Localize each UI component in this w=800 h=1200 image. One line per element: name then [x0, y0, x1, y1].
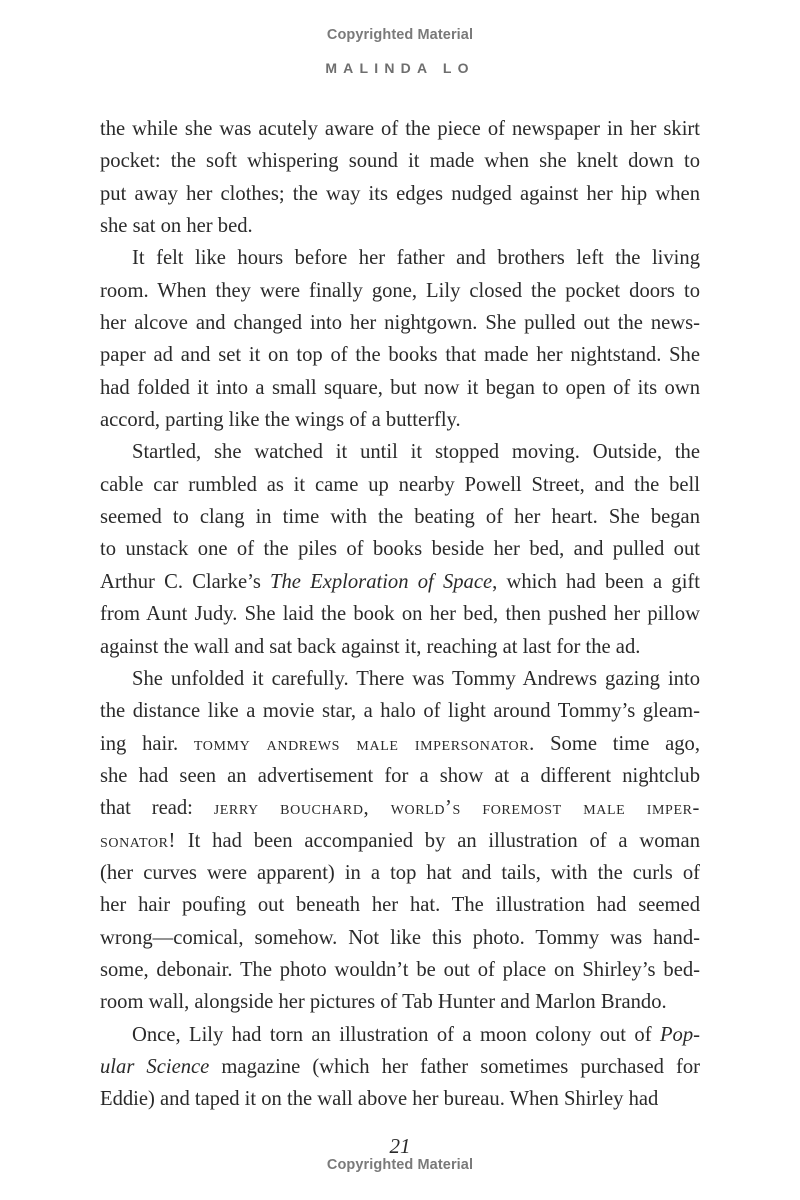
running-head-author: MALINDA LO [325, 60, 475, 76]
paragraph [100, 436, 700, 662]
small-caps-text: tommy andrews male impersonator [193, 732, 530, 755]
text-line: paper ad and set it on top of the books that made her nightstand. She [100, 344, 700, 367]
text-line: Startled, she watched it until it stopped moving. Outside, the [132, 441, 700, 464]
text-line: (her curves were apparent) in a top hat and tails, with the curls of [100, 861, 700, 884]
text-line: seemed to clang in time with the beating of her heart. She began [100, 506, 700, 529]
text-line: her hair poufing out beneath her hat. The illustration had seemed [100, 894, 700, 917]
text-line: accord, parting like the wings of a butterfly. [100, 409, 461, 432]
text-line: had folded it into a small square, but now it began to open of its own [100, 376, 700, 399]
text-line: against the wall and sat back against it, reaching at last for the ad. [100, 635, 641, 658]
text-line: It felt like hours before her father and brothers left the living [132, 247, 700, 270]
text-line: wrong—comical, somehow. Not like this photo. Tommy was hand- [100, 926, 700, 949]
text-line: pocket: the soft whispering sound it made when she knelt down to [100, 150, 700, 173]
paragraph [100, 1019, 700, 1116]
body-text [100, 113, 700, 1116]
text-line: cable car rumbled as it came up nearby Powell Street, and the bell [100, 473, 700, 496]
paragraph [100, 242, 700, 436]
text-line: the distance like a movie star, a halo of light around Tommy’s gleam- [100, 700, 700, 723]
copyright-watermark-bottom: Copyrighted Material [326, 1157, 474, 1173]
text-line: some, debonair. The photo wouldn’t be out of place on Shirley’s bed- [100, 958, 700, 981]
italic-title: Pop- [659, 1023, 700, 1046]
small-caps-text: sonator! [100, 829, 176, 852]
small-caps-text: jerry bouchard, world’s foremost male imper- [213, 797, 700, 820]
copyright-watermark-top: Copyrighted Material [326, 27, 474, 43]
text-line: her alcove and changed into her nightgown. She pulled out the news- [100, 312, 700, 335]
text-line: she sat on her bed. [100, 215, 253, 238]
text-line: she had seen an advertisement for a show at a different nightclub [100, 764, 700, 787]
text-line: sonator! It had been accompanied by an illustration of a woman [100, 829, 700, 852]
text-line: to unstack one of the piles of books beside her bed, and pulled out [100, 538, 700, 561]
text-line: Eddie) and taped it on the wall above her bureau. When Shirley had [100, 1088, 659, 1111]
text-line: Arthur C. Clarke’s The Exploration of Space, which had been a gift [100, 570, 700, 593]
paragraph [100, 663, 700, 1019]
text-line: ing hair. tommy andrews male impersonator. Some time ago, [100, 732, 700, 755]
text-line: ular Science magazine (which her father sometimes purchased for [100, 1055, 700, 1078]
page-number: 21 [389, 1134, 411, 1158]
text-line: room. When they were finally gone, Lily closed the pocket doors to [100, 279, 700, 302]
text-line: that read: jerry bouchard, world’s foremost male imper- [100, 797, 700, 820]
text-line: room wall, alongside her pictures of Tab Hunter and Marlon Brando. [100, 991, 667, 1014]
italic-title: ular Science [100, 1055, 210, 1078]
text-line: put away her clothes; the way its edges nudged against her hip when [100, 182, 700, 205]
text-line: Once, Lily had torn an illustration of a moon colony out of Pop- [132, 1023, 700, 1046]
italic-title: The Exploration of Space [270, 570, 493, 593]
text-line: the while she was acutely aware of the piece of newspaper in her skirt [100, 118, 700, 140]
text-line: from Aunt Judy. She laid the book on her bed, then pushed her pillow [100, 603, 700, 626]
text-line: She unfolded it carefully. There was Tommy Andrews gazing into [132, 667, 700, 690]
paragraph [100, 113, 700, 242]
